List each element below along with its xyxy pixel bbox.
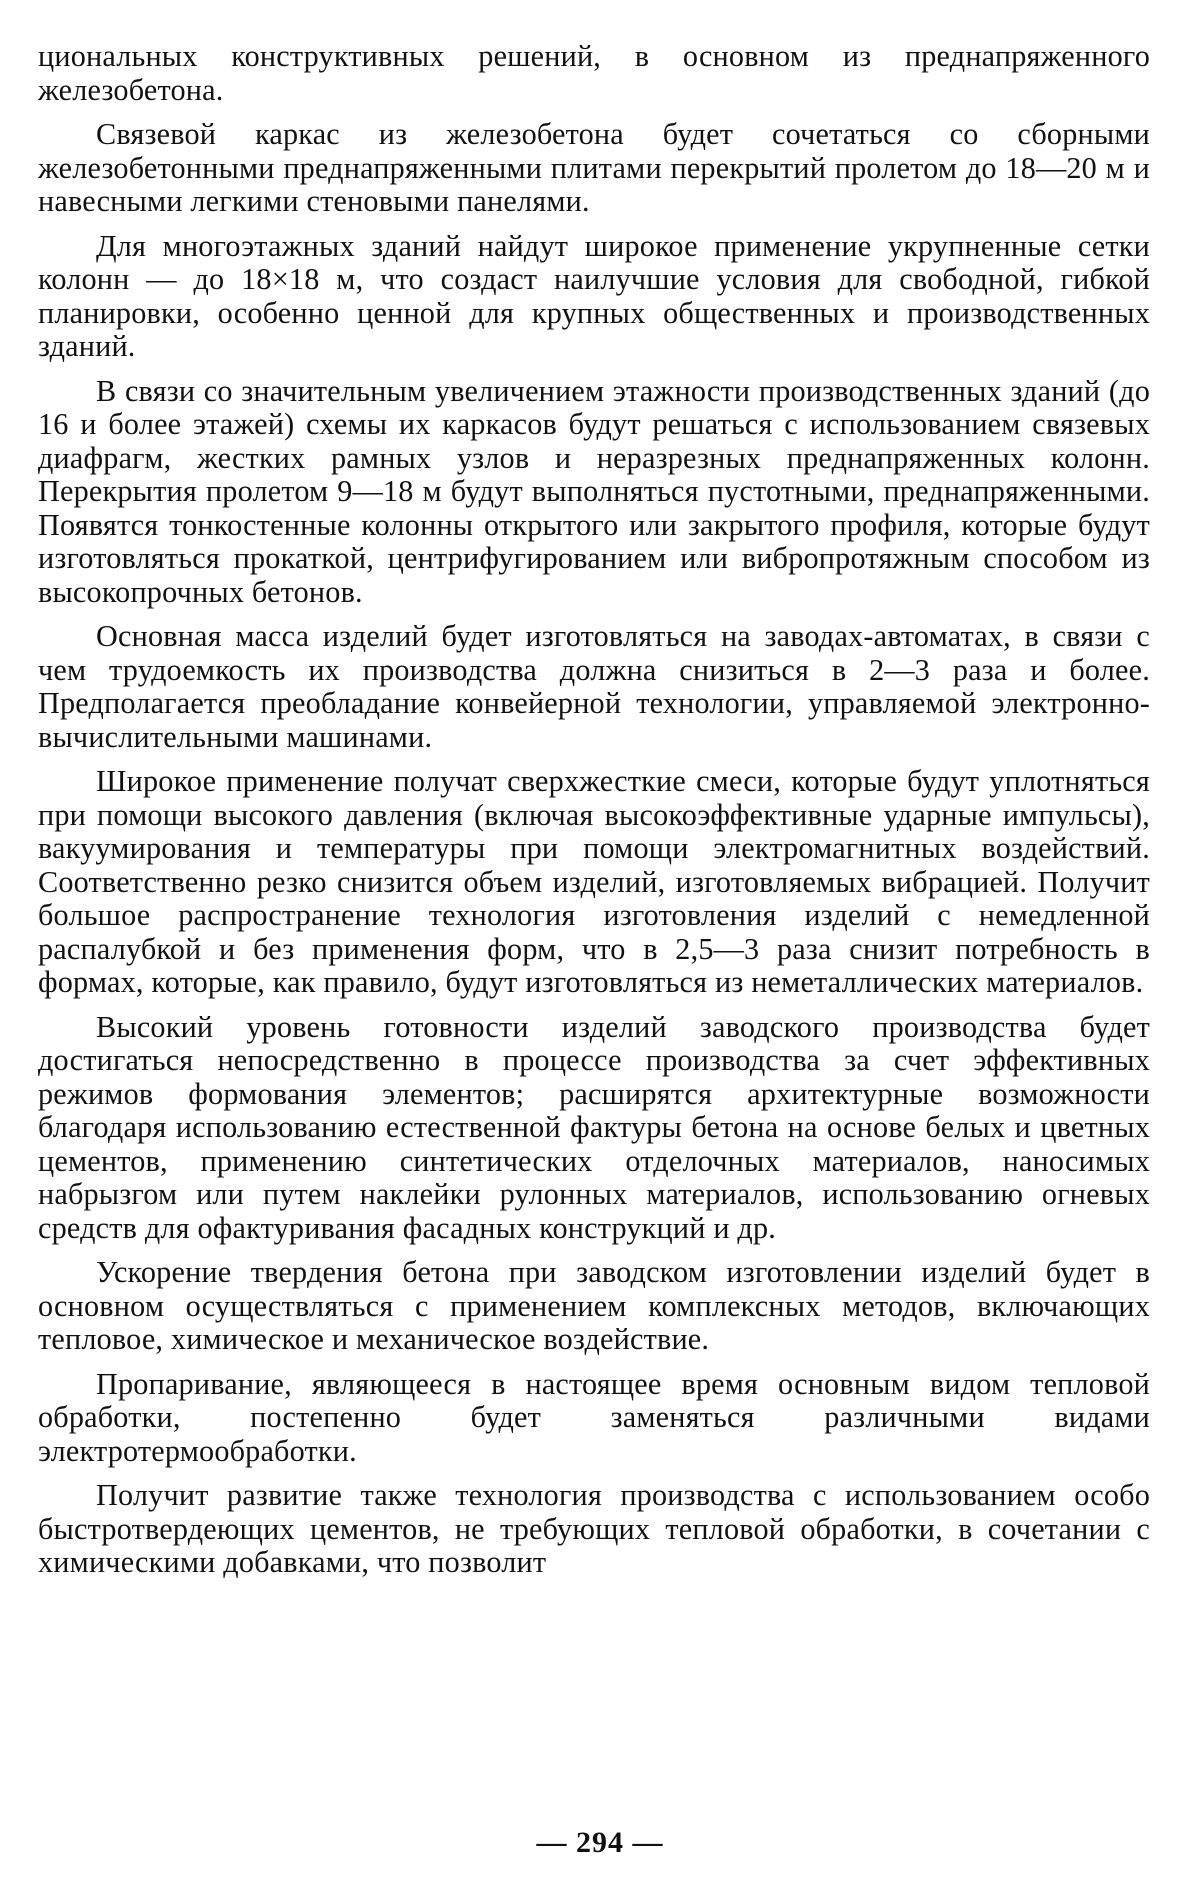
paragraph-stiff-mixtures: Широкое применение получат сверхжесткие смеси, которые будут уплотняться при помощи высокого давления (включая высокоэффективные ударные импульсы), вакуумирования и температуры при помощи электромагнитных воздействий. Соответственно резко снизится объем изделий, изготовляемых вибрацией. Получит большое распространение технология изготовления изделий с немедленной распалубкой и без применения форм, что в 2,5—3 раза снизит потребность в формах, которые, как правило, будут изготовляться из неметаллических материалов. — [38, 764, 1150, 999]
paragraph-column-grids: Для многоэтажных зданий найдут широкое применение укрупненные сетки колонн — до 18×18 м, что создаст наилучшие условия для свободной, гибкой планировки, особенно ценной для крупных общественных и производственных зданий. — [38, 228, 1150, 363]
paragraph-fast-cements: Получит развитие также технология производства с использованием особо быстротвердеющих цементов, не требующих тепловой обработки, в сочетании с химическими добавками, что позволит — [38, 1478, 1150, 1579]
page-body — [38, 40, 1150, 1580]
paragraph-frame-system: Связевой каркас из железобетона будет сочетаться со сборными железобетонными преднапряженными плитами перекрытий пролетом до 18—20 м и навесными легкими стеновыми панелями. — [38, 117, 1150, 218]
page-number: — 294 — — [536, 1826, 664, 1859]
paragraph-product-readiness: Высокий уровень готовности изделий заводского производства будет достигаться непосредственно в процессе производства за счет эффективных режимов формования элементов; расширятся архитектурные возможности благодаря использованию естественной фактуры бетона на основе белых и цветных цементов, применению синтетических отделочных материалов, наносимых набрызгом или путем наклейки рулонных материалов, использованию огневых средств для офактуривания фасадных конструкций и др. — [38, 1009, 1150, 1245]
paragraph-industrial-buildings: В связи со значительным увеличением этажности производственных зданий (до 16 и более этажей) схемы их каркасов будут решаться с использованием связевых диафрагм, жестких рамных узлов и неразрезных преднапряженных колонн. Перекрытия пролетом 9—18 м будут выполняться пустотными, преднапряженными. Появятся тонкостенные колонны открытого или закрытого профиля, которые будут изготовляться прокаткой, центрифугированием или вибропротяжным способом из высокопрочных бетонов. — [38, 373, 1150, 609]
paragraph-steaming: Пропаривание, являющееся в настоящее время основным видом тепловой обработки, постепенно будет заменяться различными видами электротермообработки. — [38, 1366, 1150, 1468]
paragraph-hardening-acceleration: Ускорение твердения бетона при заводском изготовлении изделий будет в основном осуществляться с применением комплексных методов, включающих тепловое, химическое и механическое воздействие. — [38, 1255, 1150, 1356]
paragraph-continuation: циональных конструктивных решений, в основном из преднапряженного железобетона. — [38, 39, 1150, 107]
paragraph-automated-plants: Основная масса изделий будет изготовляться на заводах-автоматах, в связи с чем трудоемкость их производства должна снизиться в 2—3 раза и более. Предполагается преобладание конвейерной технологии, управляемой электронно-вычислительными машинами. — [38, 619, 1150, 754]
